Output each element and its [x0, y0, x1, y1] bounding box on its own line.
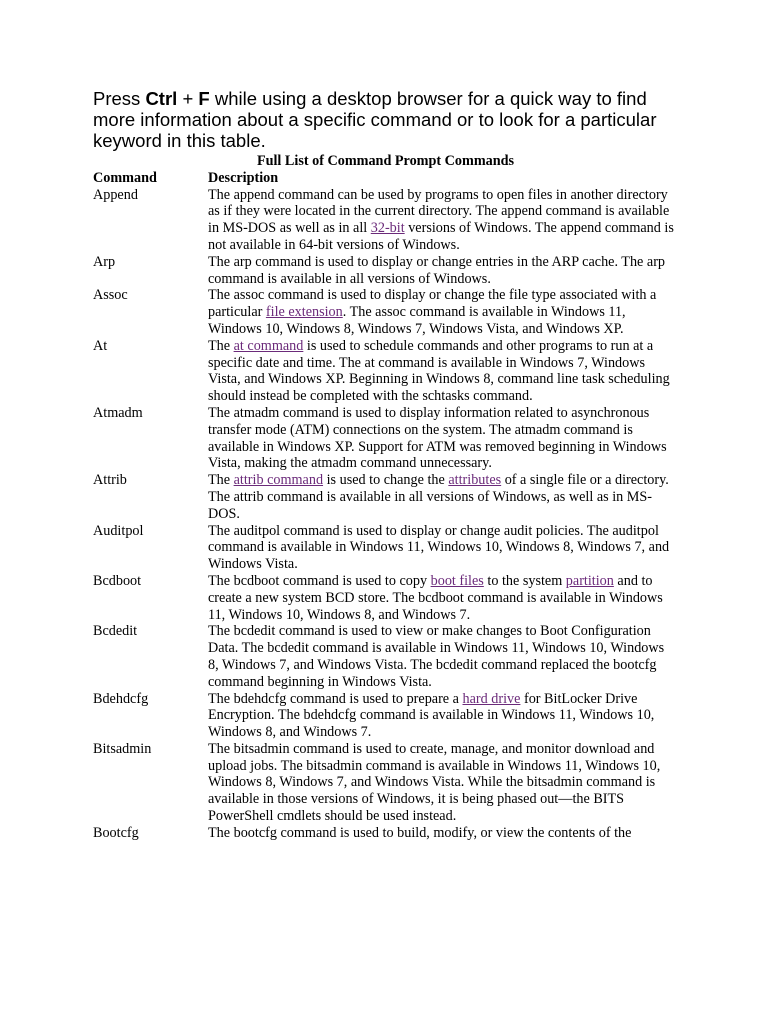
command-name-cell: Attrib [93, 472, 127, 489]
inline-link[interactable]: 32-bit [370, 220, 405, 237]
command-name-cell: Bcdboot [93, 572, 142, 589]
command-name-cell: Bdehdcfg [93, 690, 149, 707]
description-text: The [208, 337, 234, 354]
command-name-cell: Bitsadmin [93, 740, 152, 757]
description-text: to the system [483, 572, 566, 589]
table-caption: Full List of Command Prompt Commands [256, 153, 515, 169]
description-text: The arp command is used to display or change entries in the ARP cache. The arp command is available in all versions of Windows. [208, 253, 666, 287]
table-row [93, 187, 678, 254]
table-header-row [93, 170, 678, 187]
command-column-header: Command [93, 169, 157, 186]
description-text: for BitLocker Drive Encryption. The bdehdcfg command is available in Windows 11, Windows 10, Windows 8, and Windows 7. [208, 690, 655, 741]
table-row [93, 338, 678, 405]
commands-table [93, 170, 678, 842]
description-text: The bcdedit command is used to view or make changes to Boot Configuration Data. The bcdedit command is available in Windows 11, Windows 10, Windows 8, Windows 7, and Windows Vista. The bcdedit command replaced the bootcfg command beginning in Windows Vista. [208, 623, 665, 690]
description-text: is used to change the [323, 472, 449, 489]
description-column-header: Description [208, 169, 279, 186]
command-name-cell: Atmadm [93, 404, 143, 421]
intro-prefix: Press [93, 88, 146, 109]
command-description-cell [208, 691, 678, 741]
command-description-cell [208, 523, 678, 573]
intro-suffix: while using a desktop browser for a quick way to find more information about a specific command or to look for a particular keyword in this table. [93, 88, 657, 151]
command-description-cell [208, 573, 678, 623]
command-name-cell: Bcdedit [93, 623, 138, 640]
table-row [93, 573, 678, 623]
command-description-cell [208, 405, 678, 472]
description-text: The append command can be used by programs to open files in another directory as if they were located in the current directory. The append command is available in MS-DOS as well as in all [208, 186, 670, 237]
inline-link[interactable]: attributes [448, 472, 502, 489]
description-text: The bcdboot command is used to copy [208, 572, 431, 589]
inline-link[interactable]: at command [233, 337, 304, 354]
command-name-cell: Assoc [93, 287, 128, 304]
inline-link[interactable]: hard drive [462, 690, 521, 707]
description-text: The [208, 472, 234, 489]
description-text: . The assoc command is available in Windows 11, Windows 10, Windows 8, Windows 7, Windows Vista, and Windows XP. [208, 304, 626, 337]
description-text: versions of Windows. The append command is not available in 64-bit versions of Windows. [208, 220, 674, 253]
command-description-cell [208, 472, 678, 522]
command-description-cell [208, 825, 678, 842]
command-description-cell [208, 741, 678, 825]
description-text: of a single file or a directory. The attrib command is available in all versions of Windows, as well as in MS-DOS. [208, 472, 669, 522]
table-row [93, 741, 678, 825]
intro-paragraph [93, 88, 678, 151]
description-text: The auditpol command is used to display or change audit policies. The auditpol command is available in Windows 11, Windows 10, Windows 8, Windows 7, and Windows Vista. [208, 522, 670, 573]
table-body [93, 187, 678, 842]
inline-link[interactable]: partition [565, 572, 614, 589]
intro-plus: + [177, 88, 199, 109]
command-description-cell [208, 623, 678, 690]
command-name-cell: Arp [93, 253, 116, 270]
inline-link[interactable]: file extension [265, 304, 343, 321]
command-name-cell: Bootcfg [93, 824, 139, 841]
table-row [93, 825, 678, 842]
command-description-cell [208, 187, 678, 254]
command-name-cell: Auditpol [93, 522, 144, 539]
description-text: The atmadm command is used to display information related to asynchronous transfer mode (ATM) connections on the system. The atmadm command is available in Windows XP. Support for ATM was removed beginning in Windows Vista, making the atmadm command unnecessary. [208, 404, 667, 472]
table-row [93, 254, 678, 288]
description-text: The bootcfg command is used to build, modify, or view the contents of the [208, 824, 632, 841]
table-row [93, 287, 678, 337]
f-key-label: F [198, 88, 210, 109]
table-row [93, 405, 678, 472]
description-text: is used to schedule commands and other programs to run at a specific date and time. The at command is available in Windows 7, Windows Vista, and Windows XP. Beginning in Windows 8, command line task scheduling should instead be completed with the schtasks command. [208, 337, 670, 405]
document-page [93, 88, 678, 842]
table-row [93, 691, 678, 741]
table-row [93, 523, 678, 573]
description-text: The assoc command is used to display or change the file type associated with a particular [208, 287, 657, 321]
table-row [93, 472, 678, 522]
ctrl-key-label: Ctrl [145, 88, 178, 109]
inline-link[interactable]: boot files [430, 572, 484, 589]
description-text: and to create a new system BCD store. The bcdboot command is available in Windows 11, Windows 10, Windows 8, and Windows 7. [208, 572, 663, 623]
table-row [93, 623, 678, 690]
command-name-cell: Append [93, 186, 138, 203]
command-description-cell [208, 338, 678, 405]
command-name-cell: At [93, 337, 108, 354]
command-description-cell [208, 287, 678, 337]
inline-link[interactable]: attrib command [233, 472, 324, 489]
description-text: The bitsadmin command is used to create, manage, and monitor download and upload jobs. The bitsadmin command is available in Windows 11, Windows 10, Windows 8, Windows 7, and Windows Vista. While the bitsadmin command is available in those versions of Windows, it is being phased out—the BITS PowerShell cmdlets should be used instead. [208, 740, 661, 825]
command-description-cell [208, 254, 678, 288]
description-text: The bdehdcfg command is used to prepare a [208, 690, 463, 707]
